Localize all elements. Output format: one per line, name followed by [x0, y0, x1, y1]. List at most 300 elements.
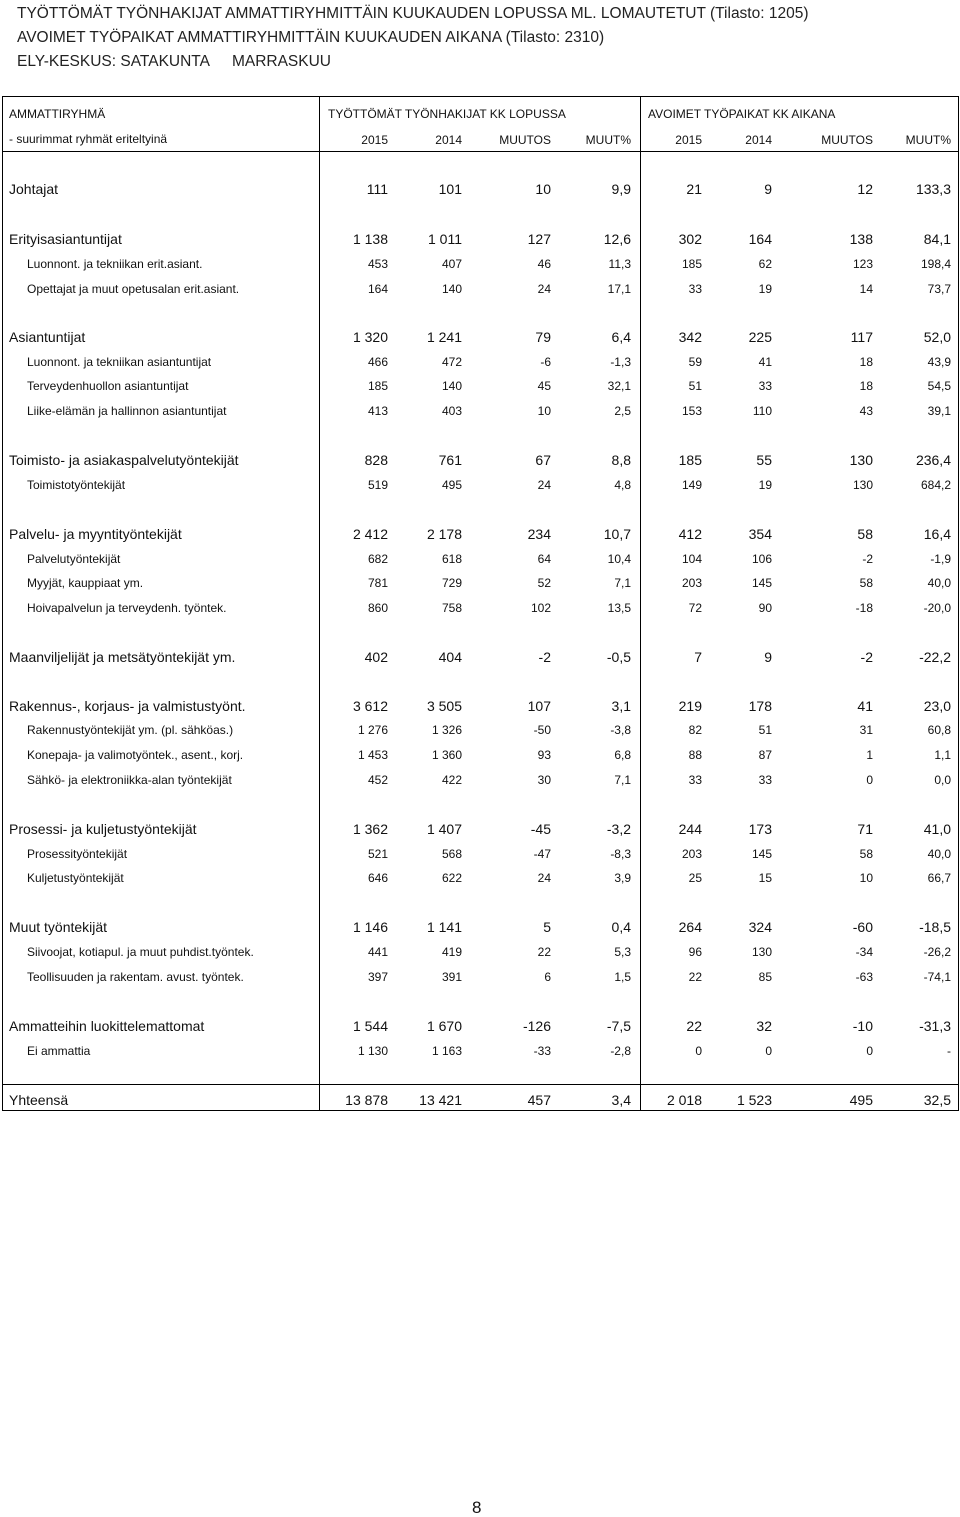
table-row	[0, 747, 960, 767]
cell-unemployed-change-pct: -1,3	[610, 355, 631, 369]
cell-vacancies-change: 1	[866, 748, 873, 762]
cell-unemployed-2015: 413	[367, 404, 388, 418]
cell-vacancies-change-pct: 40,0	[927, 847, 951, 861]
cell-vacancies-change: 10	[859, 871, 873, 885]
cell-vacancies-change-pct: -20,0	[923, 601, 951, 615]
cell-unemployed-change-pct: 1,5	[614, 970, 631, 984]
cell-vacancies-change-pct: 52,0	[923, 329, 951, 345]
cell-vacancies-2014: 145	[751, 576, 772, 590]
cell-unemployed-change: 24	[537, 282, 551, 296]
cell-vacancies-2014: 110	[752, 404, 772, 418]
cell-vacancies-change-pct: 0,0	[934, 773, 951, 787]
cell-vacancies-change: 41	[857, 698, 873, 714]
cell-vacancies-2015: 59	[688, 355, 702, 369]
cell-vacancies-change-pct: 684,2	[920, 478, 951, 492]
cell-unemployed-2015: 111	[366, 181, 388, 197]
cell-vacancies-change-pct: 54,5	[927, 379, 951, 393]
row-label: Liike-elämän ja hallinnon asiantuntijat	[27, 404, 227, 418]
cell-vacancies-change-pct: 1,1	[934, 748, 951, 762]
cell-vacancies-change: 14	[859, 282, 873, 296]
report-title-unemployed: TYÖTTÖMÄT TYÖNHAKIJAT AMMATTIRYHMITTÄIN KUUKAUDEN LOPUSSA ML. LOMAUTETUT (Tilasto: 1205)	[17, 5, 809, 22]
cell-vacancies-change: 123	[852, 257, 873, 271]
cell-vacancies-2014: 33	[758, 773, 772, 787]
row-label: Palvelu- ja myyntityöntekijät	[9, 526, 182, 542]
table-row	[0, 1017, 960, 1037]
cell-vacancies-2015: 22	[688, 970, 702, 984]
cell-vacancies-2014: 9	[764, 181, 772, 197]
row-label: Teollisuuden ja rakentam. avust. työntek.	[27, 970, 244, 984]
cell-unemployed-2014: 1 241	[426, 329, 462, 345]
cell-vacancies-2014: 106	[751, 552, 772, 566]
cell-unemployed-2015: 1 544	[352, 1018, 388, 1034]
row-label: Toimisto- ja asiakaspalvelutyöntekijät	[9, 452, 239, 468]
cell-vacancies-change: 18	[859, 379, 873, 393]
row-label: Prosessityöntekijät	[27, 847, 128, 861]
cell-unemployed-2014: 13 421	[419, 1092, 462, 1108]
cell-unemployed-2015: 1 453	[357, 748, 388, 762]
cell-unemployed-2014: 1 011	[428, 231, 462, 247]
table-row	[0, 281, 960, 301]
row-label: Siivoojat, kotiapul. ja muut puhdist.työntek.	[27, 945, 254, 959]
cell-vacancies-change: 130	[849, 452, 873, 468]
cell-vacancies-change-pct: 41,0	[923, 821, 951, 837]
cell-vacancies-change: 117	[850, 329, 873, 345]
cell-vacancies-2014: 19	[758, 282, 772, 296]
table-row	[0, 256, 960, 276]
cell-vacancies-change-pct: -	[947, 1044, 951, 1058]
cell-unemployed-change-pct: 2,5	[614, 404, 631, 418]
row-label: Konepaja- ja valimotyöntek., asent., korj.	[27, 748, 244, 762]
table-row	[0, 477, 960, 497]
cell-vacancies-change-pct: 16,4	[923, 526, 951, 542]
report-region-line	[17, 53, 331, 71]
cell-vacancies-2014: 0	[765, 1044, 772, 1058]
cell-unemployed-2015: 13 878	[345, 1092, 388, 1108]
cell-vacancies-2015: 203	[681, 847, 702, 861]
row-label: Hoivapalvelun ja terveydenh. työntek.	[27, 601, 227, 615]
cell-unemployed-2014: 622	[441, 871, 462, 885]
cell-unemployed-2015: 828	[364, 452, 388, 468]
table-row	[0, 403, 960, 423]
cell-vacancies-2015: 96	[688, 945, 702, 959]
cell-vacancies-change-pct: 236,4	[915, 452, 951, 468]
cell-vacancies-2014: 62	[758, 257, 772, 271]
table-row	[0, 944, 960, 964]
row-label: Sähkö- ja elektroniikka-alan työntekijät	[27, 773, 232, 787]
cell-unemployed-change: 52	[537, 576, 551, 590]
cell-unemployed-change: 457	[527, 1092, 551, 1108]
cell-vacancies-2015: 203	[681, 576, 702, 590]
cell-vacancies-change-pct: 23,0	[923, 698, 951, 714]
cell-vacancies-2014: 145	[751, 847, 772, 861]
cell-unemployed-change-pct: 7,1	[614, 773, 631, 787]
cell-vacancies-change: -2	[860, 649, 873, 665]
cell-vacancies-2014: 90	[758, 601, 772, 615]
cell-unemployed-2015: 3 612	[352, 698, 388, 714]
table-row	[0, 180, 960, 200]
cell-unemployed-change: -50	[533, 723, 551, 737]
cell-vacancies-2015: 82	[688, 723, 702, 737]
cell-unemployed-change-pct: 17,1	[607, 282, 631, 296]
cell-vacancies-change: 18	[859, 355, 873, 369]
page-number: 8	[472, 1498, 482, 1517]
cell-unemployed-2014: 422	[441, 773, 462, 787]
col-header-unemployed-change-pct: MUUT%	[585, 133, 631, 147]
cell-vacancies-change-pct: 43,9	[927, 355, 951, 369]
cell-vacancies-change: 58	[857, 526, 873, 542]
cell-unemployed-2015: 466	[367, 355, 388, 369]
cell-vacancies-change-pct: -74,1	[923, 970, 951, 984]
row-label: Opettajat ja muut opetusalan erit.asiant.	[27, 282, 240, 296]
cell-vacancies-change: 31	[859, 723, 873, 737]
cell-unemployed-change: 10	[535, 181, 551, 197]
column-subheader-row	[0, 132, 960, 152]
cell-vacancies-2015: 0	[695, 1044, 702, 1058]
cell-vacancies-2014: 164	[748, 231, 772, 247]
cell-unemployed-2014: 3 505	[426, 698, 462, 714]
cell-vacancies-change-pct: -26,2	[923, 945, 951, 959]
table-row	[0, 600, 960, 620]
cell-unemployed-2014: 758	[441, 601, 462, 615]
row-label: Luonnont. ja tekniikan asiantuntijat	[27, 355, 212, 369]
total-label: Yhteensä	[9, 1092, 69, 1108]
cell-unemployed-change: 107	[527, 698, 551, 714]
cell-unemployed-2014: 404	[438, 649, 462, 665]
cell-unemployed-change-pct: 11,3	[608, 257, 631, 271]
row-label: Luonnont. ja tekniikan erit.asiant.	[27, 257, 203, 271]
cell-vacancies-change: -2	[862, 552, 873, 566]
cell-unemployed-2015: 453	[367, 257, 388, 271]
table-row	[0, 918, 960, 938]
cell-unemployed-2015: 397	[367, 970, 388, 984]
col-header-vacancies-change: MUUTOS	[821, 133, 873, 147]
cell-unemployed-change: 127	[527, 231, 551, 247]
cell-unemployed-2015: 1 320	[352, 329, 388, 345]
table-row	[0, 969, 960, 989]
row-label: Maanviljelijät ja metsätyöntekijät ym.	[9, 649, 236, 665]
cell-unemployed-2014: 140	[441, 379, 462, 393]
cell-vacancies-change-pct: 32,5	[923, 1092, 951, 1108]
cell-unemployed-change: 45	[537, 379, 551, 393]
cell-unemployed-2014: 403	[441, 404, 462, 418]
cell-vacancies-change-pct: 133,3	[915, 181, 951, 197]
cell-vacancies-2015: 185	[678, 452, 702, 468]
row-label: Rakennustyöntekijät ym. (pl. sähköas.)	[27, 723, 234, 737]
table-row	[0, 820, 960, 840]
cell-vacancies-change-pct: 60,8	[927, 723, 951, 737]
cell-vacancies-change-pct: -22,2	[919, 649, 951, 665]
cell-unemployed-2015: 781	[367, 576, 388, 590]
cell-vacancies-2015: 2 018	[666, 1092, 702, 1108]
cell-unemployed-2015: 1 138	[352, 231, 388, 247]
cell-unemployed-2014: 568	[441, 847, 462, 861]
cell-unemployed-change: 46	[537, 257, 551, 271]
cell-unemployed-2015: 860	[367, 601, 388, 615]
cell-vacancies-2014: 9	[764, 649, 772, 665]
cell-unemployed-2014: 1 326	[431, 723, 462, 737]
cell-vacancies-change-pct: 66,7	[927, 871, 951, 885]
cell-vacancies-2014: 324	[748, 919, 772, 935]
cell-vacancies-2015: 342	[678, 329, 702, 345]
cell-unemployed-change: 30	[537, 773, 551, 787]
cell-unemployed-change-pct: 8,8	[611, 452, 631, 468]
cell-unemployed-change: 234	[527, 526, 551, 542]
cell-vacancies-change: 495	[849, 1092, 873, 1108]
cell-vacancies-change-pct: 39,1	[927, 404, 951, 418]
cell-unemployed-change: 79	[535, 329, 551, 345]
cell-unemployed-2015: 1 130	[357, 1044, 388, 1058]
cell-unemployed-2015: 1 146	[352, 919, 388, 935]
cell-unemployed-2014: 391	[441, 970, 462, 984]
cell-unemployed-change: 5	[543, 919, 551, 935]
cell-vacancies-2014: 55	[756, 452, 772, 468]
cell-unemployed-change: 22	[537, 945, 551, 959]
cell-vacancies-2015: 88	[688, 748, 702, 762]
cell-vacancies-2014: 33	[758, 379, 772, 393]
cell-unemployed-2014: 419	[441, 945, 462, 959]
cell-vacancies-change-pct: -1,9	[930, 552, 951, 566]
cell-unemployed-2015: 521	[367, 847, 388, 861]
cell-unemployed-2015: 402	[364, 649, 388, 665]
cell-unemployed-change: -33	[533, 1044, 551, 1058]
cell-vacancies-change: -10	[852, 1018, 873, 1034]
cell-unemployed-2014: 1 670	[426, 1018, 462, 1034]
cell-unemployed-change-pct: 3,4	[611, 1092, 631, 1108]
col-header-unemployed-2015: 2015	[361, 133, 388, 147]
month-label: MARRASKUU	[231, 53, 331, 70]
cell-unemployed-2014: 761	[438, 452, 462, 468]
cell-unemployed-change-pct: -0,5	[606, 649, 631, 665]
column-header-group-sub: - suurimmat ryhmät eriteltyinä	[9, 132, 168, 146]
cell-vacancies-2014: 225	[748, 329, 772, 345]
cell-vacancies-change: 58	[859, 576, 873, 590]
row-label: Erityisasiantuntijat	[9, 231, 122, 247]
col-header-vacancies-2014: 2014	[745, 133, 772, 147]
row-label: Muut työntekijät	[9, 919, 108, 935]
cell-vacancies-change: 71	[857, 821, 873, 837]
table-row	[0, 870, 960, 890]
cell-vacancies-2015: 185	[681, 257, 702, 271]
cell-vacancies-2014: 15	[758, 871, 772, 885]
cell-vacancies-2015: 412	[678, 526, 702, 542]
row-label: Prosessi- ja kuljetustyöntekijät	[9, 821, 197, 837]
col-header-vacancies-2015: 2015	[675, 133, 702, 147]
row-label: Myyjät, kauppiaat ym.	[27, 576, 144, 590]
cell-unemployed-change: -2	[538, 649, 551, 665]
cell-unemployed-change-pct: 4,8	[614, 478, 631, 492]
cell-unemployed-2014: 495	[441, 478, 462, 492]
cell-unemployed-2014: 1 163	[431, 1044, 462, 1058]
cell-vacancies-2014: 173	[748, 821, 772, 837]
cell-vacancies-2014: 354	[748, 526, 772, 542]
cell-vacancies-change-pct: 198,4	[920, 257, 951, 271]
cell-unemployed-2014: 1 360	[431, 748, 462, 762]
cell-unemployed-change-pct: 3,9	[614, 871, 631, 885]
row-label: Palvelutyöntekijät	[27, 552, 121, 566]
cell-unemployed-change-pct: 10,7	[603, 526, 631, 542]
cell-vacancies-change: -63	[855, 970, 873, 984]
cell-unemployed-2014: 140	[441, 282, 462, 296]
table-row	[0, 722, 960, 742]
cell-vacancies-change: 58	[859, 847, 873, 861]
cell-vacancies-2015: 22	[686, 1018, 702, 1034]
cell-vacancies-2014: 41	[758, 355, 772, 369]
cell-unemployed-change-pct: -2,8	[610, 1044, 631, 1058]
col-header-vacancies-change-pct: MUUT%	[905, 133, 951, 147]
cell-unemployed-change: 67	[535, 452, 551, 468]
cell-vacancies-2015: 25	[688, 871, 702, 885]
cell-unemployed-change-pct: 6,4	[611, 329, 631, 345]
cell-unemployed-change-pct: 12,6	[603, 231, 631, 247]
total-row	[0, 1091, 960, 1111]
table-row	[0, 354, 960, 374]
cell-vacancies-change: 138	[849, 231, 873, 247]
cell-vacancies-2014: 87	[758, 748, 772, 762]
cell-vacancies-change: -34	[855, 945, 873, 959]
cell-vacancies-2015: 219	[678, 698, 702, 714]
cell-unemployed-change-pct: 13,5	[607, 601, 631, 615]
cell-unemployed-change-pct: 10,4	[607, 552, 631, 566]
cell-unemployed-2015: 1 276	[357, 723, 388, 737]
table-row	[0, 328, 960, 348]
cell-unemployed-change-pct: -3,8	[610, 723, 631, 737]
cell-unemployed-2014: 2 178	[426, 526, 462, 542]
cell-unemployed-2014: 407	[441, 257, 462, 271]
cell-vacancies-2015: 33	[688, 773, 702, 787]
cell-unemployed-2014: 101	[438, 181, 462, 197]
row-label: Rakennus-, korjaus- ja valmistustyönt.	[9, 698, 246, 714]
cell-vacancies-2015: 51	[688, 379, 702, 393]
cell-vacancies-change: 0	[866, 773, 873, 787]
row-label: Kuljetustyöntekijät	[27, 871, 124, 885]
table-row	[0, 648, 960, 668]
cell-unemployed-change-pct: 0,4	[611, 919, 631, 935]
cell-unemployed-2015: 185	[367, 379, 388, 393]
table-row	[0, 846, 960, 866]
table-row	[0, 378, 960, 398]
cell-unemployed-change: -47	[533, 847, 551, 861]
cell-vacancies-change-pct: 84,1	[923, 231, 951, 247]
cell-unemployed-change-pct: 7,1	[614, 576, 631, 590]
cell-vacancies-2014: 1 523	[736, 1092, 772, 1108]
cell-unemployed-2014: 1 141	[426, 919, 462, 935]
cell-vacancies-change: -18	[855, 601, 873, 615]
row-label: Johtajat	[9, 181, 59, 197]
cell-unemployed-change-pct: 32,1	[607, 379, 631, 393]
report-title-vacancies: AVOIMET TYÖPAIKAT AMMATTIRYHMITTÄIN KUUKAUDEN AIKANA (Tilasto: 2310)	[17, 29, 605, 46]
column-header-vacancies: AVOIMET TYÖPAIKAT KK AIKANA	[648, 107, 836, 121]
table-row	[0, 451, 960, 471]
cell-unemployed-change: -126	[522, 1018, 551, 1034]
cell-vacancies-2015: 7	[694, 649, 702, 665]
cell-unemployed-2015: 646	[367, 871, 388, 885]
table-row	[0, 230, 960, 250]
column-header-unemployed: TYÖTTÖMÄT TYÖNHAKIJAT KK LOPUSSA	[328, 107, 566, 121]
cell-unemployed-change: 24	[537, 478, 551, 492]
cell-vacancies-change-pct: -31,3	[919, 1018, 951, 1034]
row-label: Toimistotyöntekijät	[27, 478, 126, 492]
cell-unemployed-change-pct: 9,9	[611, 181, 631, 197]
cell-unemployed-change-pct: -8,3	[610, 847, 631, 861]
cell-vacancies-2014: 130	[751, 945, 772, 959]
cell-vacancies-2015: 104	[681, 552, 702, 566]
cell-unemployed-2015: 519	[367, 478, 388, 492]
cell-unemployed-2014: 729	[441, 576, 462, 590]
cell-vacancies-2015: 72	[688, 601, 702, 615]
col-header-unemployed-2014: 2014	[435, 133, 462, 147]
cell-vacancies-2015: 33	[688, 282, 702, 296]
table-row	[0, 551, 960, 571]
table-row	[0, 697, 960, 717]
cell-vacancies-2015: 21	[686, 181, 702, 197]
cell-vacancies-2015: 153	[681, 404, 702, 418]
region-label: ELY-KESKUS: SATAKUNTA	[17, 53, 210, 70]
cell-unemployed-change: 6	[544, 970, 551, 984]
cell-vacancies-2014: 85	[758, 970, 772, 984]
cell-vacancies-2015: 149	[681, 478, 702, 492]
cell-unemployed-change-pct: -7,5	[606, 1018, 631, 1034]
cell-vacancies-2014: 19	[758, 478, 772, 492]
cell-unemployed-change: -45	[530, 821, 551, 837]
cell-unemployed-change-pct: -3,2	[606, 821, 631, 837]
cell-vacancies-2015: 302	[678, 231, 702, 247]
cell-unemployed-2014: 1 407	[426, 821, 462, 837]
cell-vacancies-2014: 51	[758, 723, 772, 737]
row-label: Asiantuntijat	[9, 329, 86, 345]
cell-unemployed-2015: 164	[367, 282, 388, 296]
row-label: Terveydenhuollon asiantuntijat	[27, 379, 189, 393]
cell-unemployed-change-pct: 3,1	[611, 698, 631, 714]
cell-unemployed-2015: 2 412	[352, 526, 388, 542]
cell-vacancies-2014: 178	[748, 698, 772, 714]
cell-unemployed-change-pct: 6,8	[614, 748, 631, 762]
col-header-unemployed-change: MUUTOS	[499, 133, 551, 147]
cell-unemployed-2015: 452	[367, 773, 388, 787]
cell-unemployed-change: 64	[537, 552, 551, 566]
cell-unemployed-change: 102	[530, 601, 551, 615]
cell-vacancies-change: 0	[866, 1044, 873, 1058]
column-header-group: AMMATTIRYHMÄ	[9, 107, 106, 121]
cell-unemployed-2014: 618	[441, 552, 462, 566]
cell-unemployed-2015: 441	[367, 945, 388, 959]
cell-unemployed-change: 10	[537, 404, 551, 418]
cell-unemployed-change: 24	[537, 871, 551, 885]
table-row	[0, 772, 960, 792]
table-row	[0, 1043, 960, 1063]
cell-unemployed-change: -6	[540, 355, 551, 369]
cell-vacancies-change-pct: 40,0	[927, 576, 951, 590]
cell-vacancies-change: 43	[859, 404, 873, 418]
cell-vacancies-2014: 32	[756, 1018, 772, 1034]
cell-unemployed-change: 93	[537, 748, 551, 762]
cell-unemployed-2015: 682	[367, 552, 388, 566]
table-row	[0, 575, 960, 595]
total-rule	[2, 1084, 959, 1085]
cell-vacancies-2015: 244	[678, 821, 702, 837]
cell-unemployed-change-pct: 5,3	[614, 945, 631, 959]
cell-unemployed-2014: 472	[441, 355, 462, 369]
row-label: Ei ammattia	[27, 1044, 91, 1058]
cell-vacancies-change: 130	[852, 478, 873, 492]
row-label: Ammatteihin luokittelemattomat	[9, 1018, 205, 1034]
cell-unemployed-2015: 1 362	[352, 821, 388, 837]
cell-vacancies-change: -60	[852, 919, 873, 935]
cell-vacancies-change-pct: -18,5	[919, 919, 951, 935]
cell-vacancies-2015: 264	[678, 919, 702, 935]
table-row	[0, 525, 960, 545]
cell-vacancies-change-pct: 73,7	[927, 282, 951, 296]
cell-vacancies-change: 12	[857, 181, 873, 197]
